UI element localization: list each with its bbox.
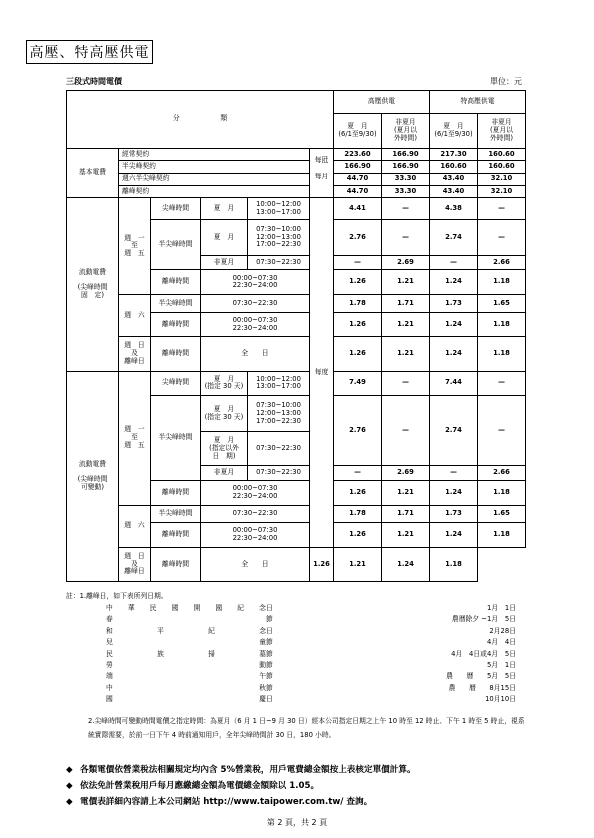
rate-value: 1.71 xyxy=(382,295,430,313)
holiday-row xyxy=(96,648,516,659)
basic-value: 44.70 xyxy=(334,173,382,185)
offpeak-label: 離峰時間 xyxy=(151,523,201,548)
rate-value: 1.18 xyxy=(478,270,526,295)
rate-value: 1.26 xyxy=(334,312,382,337)
rate-value: 1.71 xyxy=(382,505,430,523)
basic-value: 33.30 xyxy=(382,185,430,197)
header-ehv: 特高壓供電 xyxy=(430,91,526,114)
summer30-label: 夏 月 (指定 30 天) xyxy=(201,396,248,432)
halfpeak-label: 半尖峰時間 xyxy=(151,396,201,481)
holiday-suffix: 節 xyxy=(266,660,273,669)
header-hv: 高壓供電 xyxy=(334,91,430,114)
rate-value: 4.38 xyxy=(430,198,478,220)
basic-value: 223.60 xyxy=(334,148,382,160)
header-nonsummer: 非夏月 (夏月以 外時間) xyxy=(478,113,526,148)
basic-row-name: 半尖峰契約 xyxy=(119,161,310,173)
rate-value: 7.44 xyxy=(430,371,478,396)
rate-value: 1.18 xyxy=(478,337,526,371)
basic-value: 33.30 xyxy=(382,173,430,185)
holiday-suffix: 節 xyxy=(266,638,273,647)
holiday-name: 中 秋 xyxy=(106,683,266,692)
basic-value: 43.40 xyxy=(430,185,478,197)
variable-label: 流動電費 (尖峰時間 可變動) xyxy=(67,371,119,582)
basic-value: 166.90 xyxy=(382,148,430,160)
header-summer: 夏 月 (6/1至9/30) xyxy=(430,113,478,148)
rate-value: 1.24 xyxy=(382,547,430,581)
time-range: 07:30~22:30 xyxy=(248,256,310,270)
rate-value: 1.18 xyxy=(430,547,478,581)
bullet-item xyxy=(66,779,319,791)
bullet-text: 各類電價依營業稅法相關規定均內含 5%營業稅，用戶電費總金額按上表核定單價計算。 xyxy=(80,765,416,775)
rate-value: — xyxy=(430,466,478,480)
holiday-row xyxy=(96,659,516,670)
summer-other-label: 夏 月 (指定以外 日 期) xyxy=(201,432,248,466)
rate-value: 1.26 xyxy=(334,480,382,505)
basic-value: 160.60 xyxy=(430,161,478,173)
rate-value: 2.76 xyxy=(334,219,382,255)
holiday-suffix: 日 xyxy=(266,695,273,704)
offpeak-label: 離峰時間 xyxy=(151,337,201,371)
holiday-suffix: 日 xyxy=(266,604,273,612)
rate-value: 1.26 xyxy=(334,337,382,371)
holiday-name: 民 族 掃 墓 xyxy=(106,649,266,658)
weekday-label: 週 一 至 週 五 xyxy=(119,371,151,505)
rate-value: — xyxy=(334,466,382,480)
peak-label: 尖峰時間 xyxy=(151,371,201,396)
time-range: 00:00~07:30 22:30~24:00 xyxy=(201,312,310,337)
holiday-date: 5月 1日 xyxy=(486,660,516,669)
diamond-icon: ◆ xyxy=(66,781,73,791)
holiday-name: 春 xyxy=(106,615,113,624)
holiday-date: 4月 4日 xyxy=(486,638,516,647)
rate-value: 1.73 xyxy=(430,295,478,313)
allday-label: 全 日 xyxy=(201,547,310,581)
rate-value: 1.21 xyxy=(382,337,430,371)
time-range: 00:00~07:30 22:30~24:00 xyxy=(201,523,310,548)
section-heading: 三段式時間電價 xyxy=(66,77,122,86)
holiday-suffix: 節 xyxy=(266,683,273,692)
diamond-icon: ◆ xyxy=(66,797,73,807)
rate-value: 1.21 xyxy=(382,523,430,548)
basic-unit-per-kw: 每瓩 xyxy=(310,148,334,173)
rate-value: 1.24 xyxy=(430,337,478,371)
holiday-row xyxy=(96,636,516,647)
basic-value: 166.90 xyxy=(334,161,382,173)
rate-value: 1.78 xyxy=(334,295,382,313)
holiday-name: 端 午 xyxy=(106,672,266,681)
holiday-date: 農 曆 5月 5日 xyxy=(446,672,516,681)
rate-value: 2.76 xyxy=(334,396,382,466)
holiday-name: 中 華 民 國 開 國 紀 念 xyxy=(106,604,266,612)
holiday-date: 1月 1日 xyxy=(486,604,516,612)
summer-label: 夏 月 xyxy=(201,219,248,255)
holiday-date: 10月10日 xyxy=(485,695,516,704)
bullet-text: 電價表詳細內容請上本公司網站 http://www.taipower.com.tw/ 查詢。 xyxy=(80,797,373,807)
rate-value: — xyxy=(478,219,526,255)
rate-value: 1.24 xyxy=(430,270,478,295)
holiday-row xyxy=(96,682,516,693)
rate-value: 1.24 xyxy=(430,523,478,548)
time-range: 07:30~10:00 12:00~13:00 17:00~22:30 xyxy=(248,219,310,255)
rate-value: — xyxy=(478,198,526,220)
diamond-icon: ◆ xyxy=(66,765,73,775)
halfpeak-label: 半尖峰時間 xyxy=(151,295,201,313)
note-2: 2.尖峰時間可變動時間電價之指定時間：為夏月（6 月 1 日~9 月 30 日）經本公司指定日期之上午 10 時至 12 時止、下午 1 時至 5 時止，視系統實際需要，於前一日下午 4 時前通知用戶，全年尖峰時間計 30 日，180 小時。 xyxy=(88,717,525,739)
per-kwh-label: 每度 xyxy=(310,198,334,548)
holiday-name: 兒 童 xyxy=(106,638,266,647)
rate-value: 1.26 xyxy=(334,523,382,548)
rate-value: 4.41 xyxy=(334,198,382,220)
rate-value: 1.65 xyxy=(478,295,526,313)
rate-value: 1.21 xyxy=(382,270,430,295)
rate-value: 1.18 xyxy=(478,480,526,505)
time-range: 07:30~22:30 xyxy=(248,466,310,480)
rate-value: 1.24 xyxy=(430,312,478,337)
rate-value: 1.18 xyxy=(478,312,526,337)
holiday-suffix: 節 xyxy=(266,672,273,681)
rate-value: 1.26 xyxy=(310,547,334,581)
rate-value: — xyxy=(382,198,430,220)
holiday-row xyxy=(96,670,516,681)
rate-value: — xyxy=(430,256,478,270)
rate-value: — xyxy=(334,256,382,270)
note-1: 註：1.離峰日，如下表所列日期。 xyxy=(66,592,168,600)
basic-row-name: 週六半尖峰契約 xyxy=(119,173,310,185)
rate-value: 1.21 xyxy=(382,312,430,337)
basic-row-name: 離峰契約 xyxy=(119,185,310,197)
offpeak-label: 離峰時間 xyxy=(151,480,201,505)
rate-value: 1.21 xyxy=(382,480,430,505)
holiday-row xyxy=(96,602,516,613)
header-nonsummer: 非夏月 (夏月以 外時間) xyxy=(382,113,430,148)
weekday-label: 週 一 至 週 五 xyxy=(119,198,151,295)
rate-value: 2.66 xyxy=(478,466,526,480)
rate-value: 1.65 xyxy=(478,505,526,523)
sunday-label: 週 日 及 離峰日 xyxy=(119,337,151,371)
nonsummer-label: 非夏月 xyxy=(201,466,248,480)
header-summer: 夏 月 (6/1至9/30) xyxy=(334,113,382,148)
holiday-list xyxy=(96,602,516,705)
halfpeak-label: 半尖峰時間 xyxy=(151,505,201,523)
holiday-date: 農曆除夕 ~1月 5日 xyxy=(451,615,516,624)
rate-value: — xyxy=(478,396,526,466)
page-footer: 第 2 頁，共 2 頁 xyxy=(266,818,328,827)
basic-value: 32.10 xyxy=(478,173,526,185)
holiday-row xyxy=(96,693,516,704)
basic-row-name: 經常契約 xyxy=(119,148,310,160)
holiday-row xyxy=(96,613,516,624)
rate-value: 2.74 xyxy=(430,396,478,466)
basic-unit-per-month: 每月 xyxy=(310,173,334,198)
rate-value: 2.74 xyxy=(430,219,478,255)
page-title: 高壓、特高壓供電 xyxy=(26,40,153,64)
unit-label: 單位：元 xyxy=(490,77,522,86)
rate-value: 2.66 xyxy=(478,256,526,270)
sunday-label: 週 日 及 離峰日 xyxy=(119,547,151,581)
time-range: 07:30~22:30 xyxy=(201,505,310,523)
bullet-text: 依法免計營業稅用戶每月應繳總金額為電價總金額除以 1.05。 xyxy=(80,781,320,791)
holiday-date: 4月 4日或4月 5日 xyxy=(451,649,516,658)
basic-value: 217.30 xyxy=(430,148,478,160)
time-range: 10:00~12:00 13:00~17:00 xyxy=(248,371,310,396)
holiday-row xyxy=(96,625,516,636)
rate-value: 1.21 xyxy=(334,547,382,581)
rate-value: — xyxy=(478,371,526,396)
basic-value: 32.10 xyxy=(478,185,526,197)
bullet-item xyxy=(66,795,372,807)
time-range: 10:00~12:00 13:00~17:00 xyxy=(248,198,310,220)
tariff-table xyxy=(66,90,526,582)
rate-value: 2.69 xyxy=(382,466,430,480)
rate-value: 1.18 xyxy=(478,523,526,548)
time-range: 07:30~22:30 xyxy=(201,295,310,313)
rate-value: 1.26 xyxy=(334,270,382,295)
holiday-suffix: 節 xyxy=(266,615,273,624)
summer30-label: 夏 月 (指定 30 天) xyxy=(201,371,248,396)
rate-value: 1.78 xyxy=(334,505,382,523)
time-range: 00:00~07:30 22:30~24:00 xyxy=(201,270,310,295)
holiday-name: 和 平 紀 念 xyxy=(106,626,266,635)
nonsummer-label: 非夏月 xyxy=(201,256,248,270)
summer-label: 夏 月 xyxy=(201,198,248,220)
rate-value: 1.24 xyxy=(430,480,478,505)
holiday-date: 農 曆 8月15日 xyxy=(448,683,516,692)
rate-value: 1.73 xyxy=(430,505,478,523)
time-range: 00:00~07:30 22:30~24:00 xyxy=(201,480,310,505)
holiday-date: 2月28日 xyxy=(489,626,516,635)
bullet-item xyxy=(66,763,416,775)
basic-value: 160.60 xyxy=(478,148,526,160)
fixed-label: 流動電費 (尖峰時間 固 定) xyxy=(67,198,119,371)
time-range: 07:30~22:30 xyxy=(248,432,310,466)
offpeak-label: 離峰時間 xyxy=(151,312,201,337)
basic-value: 160.60 xyxy=(478,161,526,173)
header-category: 分 類 xyxy=(67,91,334,149)
peak-label: 尖峰時間 xyxy=(151,198,201,220)
rate-value: — xyxy=(382,219,430,255)
saturday-label: 週 六 xyxy=(119,505,151,547)
basic-value: 43.40 xyxy=(430,173,478,185)
holiday-name: 勞 動 xyxy=(106,660,266,669)
holiday-suffix: 節 xyxy=(266,649,273,658)
rate-value: 2.69 xyxy=(382,256,430,270)
rate-value: — xyxy=(382,396,430,466)
allday-label: 全 日 xyxy=(201,337,310,371)
time-range: 07:30~10:00 12:00~13:00 17:00~22:30 xyxy=(248,396,310,432)
offpeak-label: 離峰時間 xyxy=(151,547,201,581)
holiday-suffix: 日 xyxy=(266,626,273,635)
halfpeak-label: 半尖峰時間 xyxy=(151,219,201,270)
rate-value: 7.49 xyxy=(334,371,382,396)
offpeak-label: 離峰時間 xyxy=(151,270,201,295)
saturday-label: 週 六 xyxy=(119,295,151,337)
basic-label: 基本電費 xyxy=(67,148,119,198)
basic-value: 166.90 xyxy=(382,161,430,173)
basic-value: 44.70 xyxy=(334,185,382,197)
rate-value: — xyxy=(382,371,430,396)
holiday-name: 國 慶 xyxy=(106,695,266,704)
